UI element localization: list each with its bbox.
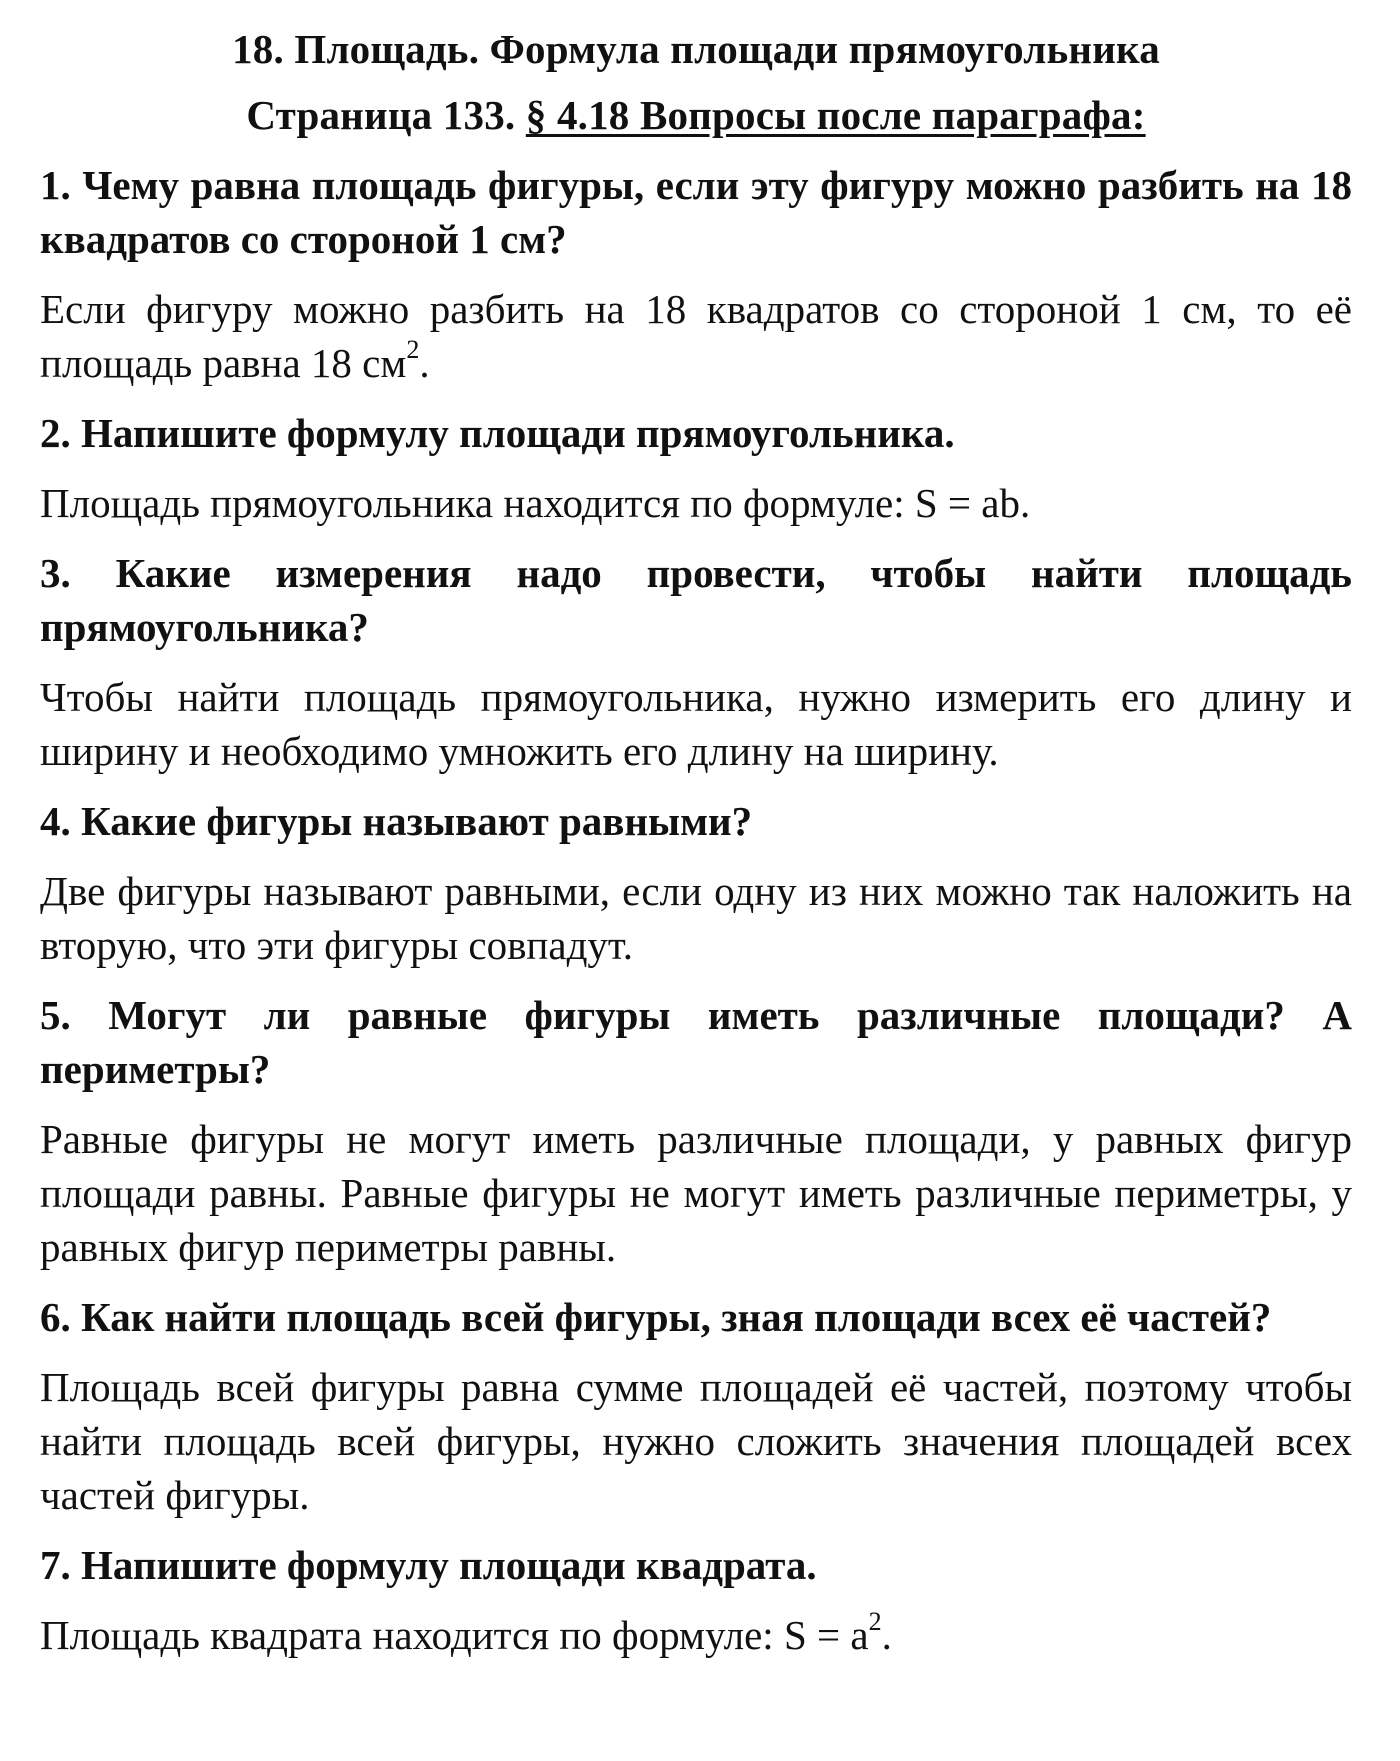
answer-4 <box>40 864 1352 972</box>
answer-5 <box>40 1112 1352 1274</box>
answer-1-text: Если фигуру можно разбить на 18 квадратов со стороной 1 см, то её площадь равна 18 см <box>40 286 1352 386</box>
question-7: 7. Напишите формулу площади квадрата. <box>40 1542 817 1588</box>
question-1: 1. Чему равна площадь фигуры, если эту фигуру можно разбить на 18 квадратов со стороной 1 см? <box>40 162 1352 262</box>
answer-7-superscript: 2 <box>868 1607 882 1637</box>
document-page <box>40 0 1352 1662</box>
answer-1-end: . <box>419 340 430 386</box>
answer-6-text: Площадь всей фигуры равна сумме площадей её частей, поэтому чтобы найти площадь всей фигуры, нужно сложить значения площадей всех частей фигуры. <box>40 1364 1352 1518</box>
answer-1 <box>40 282 1352 390</box>
answer-7-text: Площадь квадрата находится по формуле: S = a <box>40 1612 869 1658</box>
section-heading: § 4.18 Вопросы после параграфа: <box>525 92 1146 138</box>
page-reference: Страница 133. <box>246 92 526 138</box>
answer-6 <box>40 1360 1352 1522</box>
answer-3 <box>40 670 1352 778</box>
answer-7 <box>40 1608 1352 1662</box>
qa-item-3 <box>40 546 1352 778</box>
qa-item-2 <box>40 406 1352 530</box>
qa-item-7 <box>40 1538 1352 1662</box>
question-4: 4. Какие фигуры называют равными? <box>40 798 753 844</box>
answer-1-superscript: 2 <box>406 335 420 365</box>
question-3: 3. Какие измерения надо провести, чтобы найти площадь прямоугольника? <box>40 550 1352 650</box>
document-title: 18. Площадь. Формула площади прямоугольника <box>232 26 1160 72</box>
answer-3-text: Чтобы найти площадь прямоугольника, нужно измерить его длину и ширину и необходимо умножить его длину на ширину. <box>40 674 1352 774</box>
answer-2-text: Площадь прямоугольника находится по формуле: S = ab. <box>40 480 1031 526</box>
question-2: 2. Напишите формулу площади прямоугольника. <box>40 410 955 456</box>
answer-4-text: Две фигуры называют равными, если одну из них можно так наложить на вторую, что эти фигуры совпадут. <box>40 868 1352 968</box>
document-subtitle <box>40 88 1352 142</box>
answer-2 <box>40 476 1352 530</box>
question-6: 6. Как найти площадь всей фигуры, зная площади всех её частей? <box>40 1294 1272 1340</box>
qa-item-5 <box>40 988 1352 1274</box>
question-5: 5. Могут ли равные фигуры иметь различные площади? А периметры? <box>40 992 1352 1092</box>
qa-item-6 <box>40 1290 1352 1522</box>
answer-7-end: . <box>881 1612 892 1658</box>
answer-5-text: Равные фигуры не могут иметь различные площади, у равных фигур площади равны. Равные фигуры не могут иметь различные периметры, у равных фигур периметры равны. <box>40 1116 1352 1270</box>
qa-item-1 <box>40 158 1352 390</box>
qa-item-4 <box>40 794 1352 972</box>
